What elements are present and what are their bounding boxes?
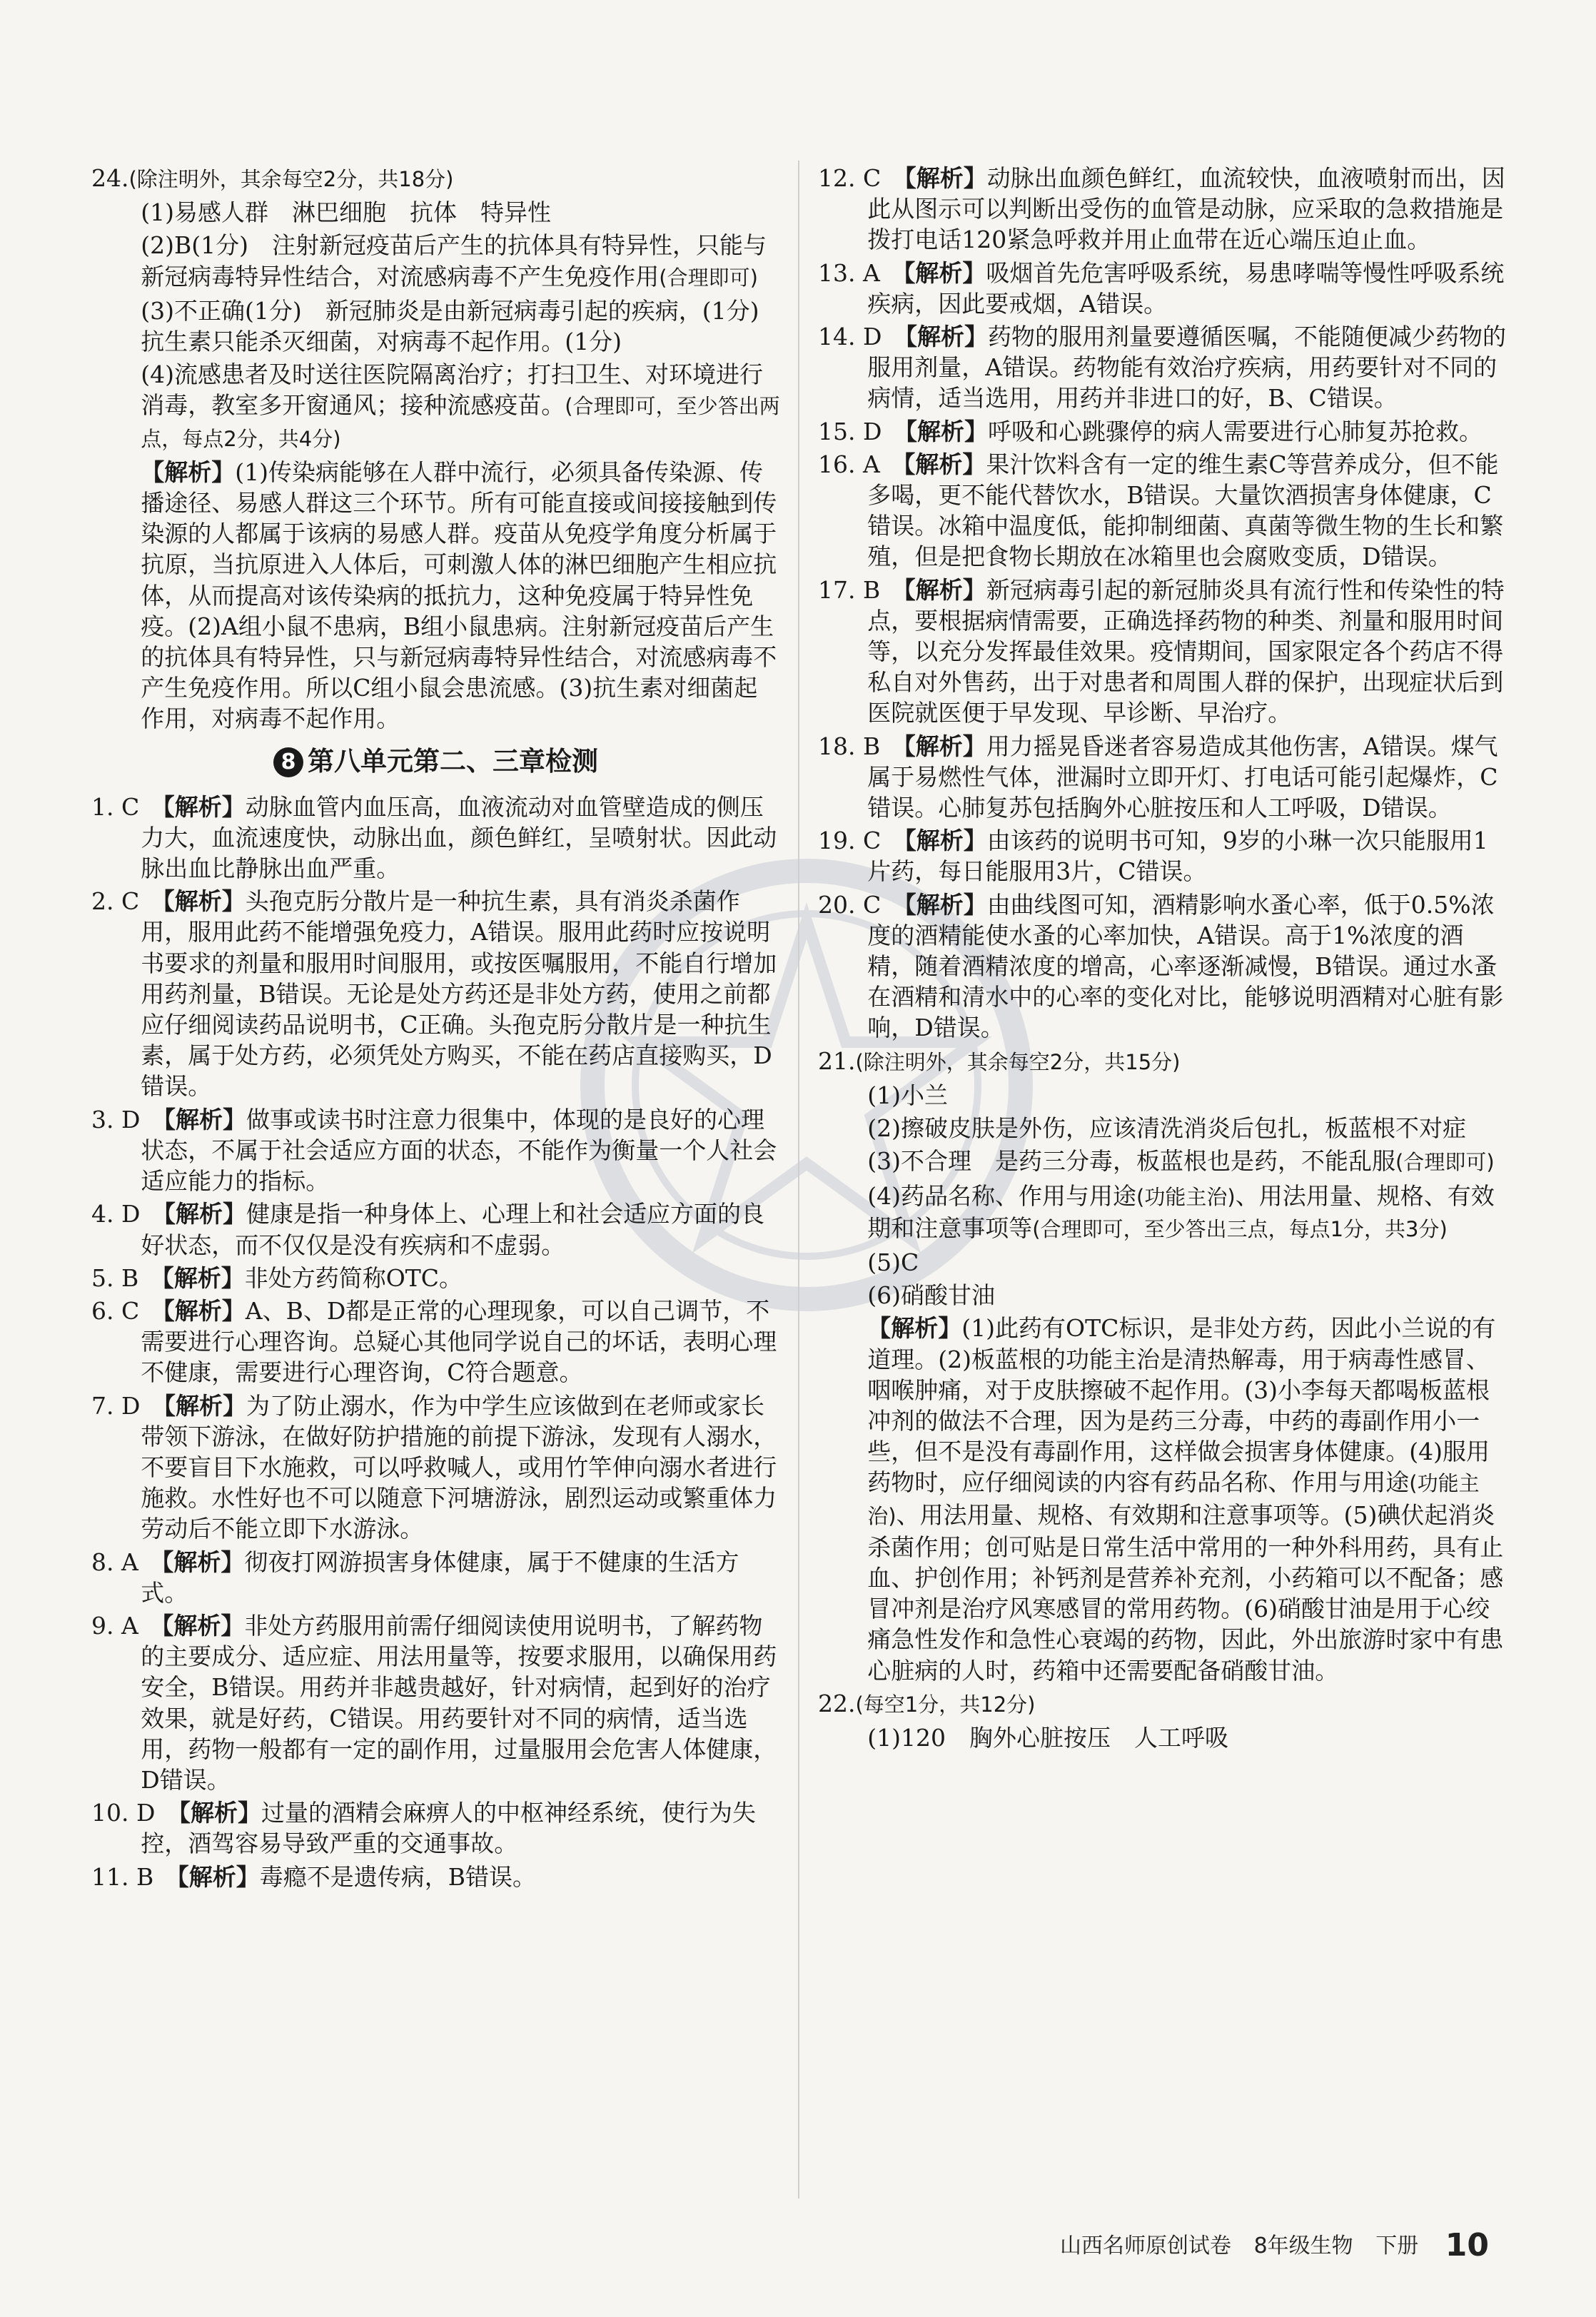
answer-text: 过量的酒精会麻痹人的中枢神经系统，使行为失控，酒驾容易导致严重的交通事故。 bbox=[141, 1799, 756, 1858]
answer-text: 1. C bbox=[91, 792, 163, 821]
answer-item bbox=[91, 1797, 780, 1859]
answer-text: 4. D bbox=[91, 1200, 164, 1228]
answer-item bbox=[818, 416, 1507, 447]
answer-text: 药物的服用剂量要遵循医嘱，不能随便减少药物的服用剂量，A错误。药物能有效治疗疾病，用药要针对不同的病情，适当选用，用药并非进口的好，B、C错误。 bbox=[867, 323, 1506, 413]
answer-text: 呼吸和心跳骤停的病人需要进行心肺复苏抢救。 bbox=[987, 417, 1483, 445]
answer-item bbox=[818, 1688, 1507, 1720]
answer-text: 19. C bbox=[818, 827, 905, 855]
answer-text: 由该药的说明书可知，9岁的小琳一次只能服用1片药，每日能服用3片，C错误。 bbox=[867, 827, 1488, 886]
answer-text: (2)B(1分) 注射新冠疫苗后产生的抗体具有特异性，只能与新冠病毒特异性结合，对流感病毒不产生免疫作用 bbox=[141, 231, 767, 291]
answer-text: (1)120 胸外心脏按压 人工呼吸 bbox=[867, 1723, 1229, 1752]
answer-subline bbox=[91, 296, 780, 357]
answer-item bbox=[91, 1104, 780, 1197]
analysis-tag: 【解析】 bbox=[163, 1296, 246, 1325]
analysis-tag: 【解析】 bbox=[867, 1314, 962, 1343]
answer-text: 8. A bbox=[91, 1548, 162, 1576]
scoring-note: (功能主治) bbox=[1136, 1184, 1236, 1209]
footer-volume: 下册 bbox=[1375, 2233, 1419, 2258]
scoring-note: (除注明外，其余每空2分，共15分) bbox=[855, 1049, 1181, 1074]
footer-grade: 8年级生物 bbox=[1253, 2233, 1353, 2258]
analysis-tag: 【解析】 bbox=[903, 258, 986, 287]
scoring-note: (合理即可) bbox=[1395, 1150, 1495, 1175]
answer-text: 16. A bbox=[818, 450, 904, 478]
left-column bbox=[91, 163, 780, 1894]
answer-text: 17. B bbox=[818, 575, 904, 604]
answer-text: 为了防止溺水，作为中学生应该做到在老师或家长带领下游泳，在做好防护措施的前提下游泳，发现有人溺水，不要盲目下水施救，可以呼救喊人，或用竹竿伸向溺水者进行施救。水性好也不可以随意下河塘游泳，剧烈运动或繁重体力劳动后不能立即下水游泳。 bbox=[141, 1391, 777, 1543]
answer-subline bbox=[818, 1313, 1507, 1685]
analysis-tag: 【解析】 bbox=[163, 1391, 246, 1420]
answer-item bbox=[91, 1547, 780, 1608]
analysis-tag: 【解析】 bbox=[904, 732, 986, 760]
footer-book-title: 山西名师原创试卷 bbox=[1060, 2233, 1232, 2258]
analysis-tag: 【解析】 bbox=[904, 575, 986, 604]
answer-text: 非处方药简称OTC。 bbox=[244, 1263, 463, 1292]
answer-text: (2)擦破皮肤是外伤，应该清洗消炎后包扎，板蓝根不对症 bbox=[867, 1114, 1467, 1143]
answer-text: 动脉出血颜色鲜红，血流较快，血液喷射而出，因此从图示可以判断出受伤的血管是动脉，应采取的急救措施是拨打电话120紧急呼救并用止血带在近心端压迫止血。 bbox=[867, 164, 1505, 254]
scoring-note: (每空1分，共12分) bbox=[855, 1692, 1036, 1717]
section-title-text: 第八单元第二、三章检测 bbox=[308, 745, 598, 777]
answer-item bbox=[818, 1046, 1507, 1078]
scoring-note: (合理即可，至少答出两点，每点2分，共4分) bbox=[141, 394, 780, 451]
answer-subline bbox=[818, 1247, 1507, 1278]
answer-text: 14. D bbox=[818, 323, 906, 351]
answer-text: 新冠病毒引起的新冠肺炎具有流行性和传染性的特点，要根据病情需要，正确选择药物的种类、剂量和服用时间等，以充分发挥最佳效果。疫情期间，国家限定各个药店不得私自对外售药，出于对患者和周围人群的保护，出现症状后到医院就医便于早发现、早诊断、早治疗。 bbox=[867, 575, 1505, 727]
answer-item bbox=[818, 575, 1507, 729]
column-divider bbox=[798, 161, 799, 2199]
answer-text: (3)不正确(1分) 新冠肺炎是由新冠病毒引起的疾病，(1分)抗生素只能杀灭细菌，对病毒不起作用。(1分) bbox=[141, 296, 759, 356]
answer-text: 2. C bbox=[91, 887, 163, 916]
answer-text: 3. D bbox=[91, 1105, 164, 1134]
answer-item bbox=[818, 321, 1507, 414]
analysis-tag: 【解析】 bbox=[162, 1263, 245, 1292]
answer-subline bbox=[818, 1181, 1507, 1245]
answer-item bbox=[91, 1862, 780, 1892]
answer-text: 健康是指一种身体上、心理上和社会适应方面的良好状态，而不仅仅是没有疾病和不虚弱。 bbox=[141, 1200, 764, 1259]
answer-text: 彻夜打网游损害身体健康，属于不健康的生活方式。 bbox=[141, 1548, 739, 1607]
answer-text: 22. bbox=[818, 1689, 856, 1717]
answer-text: 做事或读书时注意力很集中，体现的是良好的心理状态，不属于社会适应方面的状态，不能作为衡量一个人社会适应能力的指标。 bbox=[141, 1105, 777, 1196]
answer-text: 头孢克肟分散片是一种抗生素，具有消炎杀菌作用，服用此药不能增强免疫力，A错误。服用此药时应按说明书要求的剂量和服用时间服用，或按医嘱服用，不能自行增加用药剂量，B错误。无论是处方药还是非处方药，使用之前都应仔细阅读药品说明书，C正确。头孢克肟分散片是一种抗生素，属于处方药，必须凭处方购买，不能在药店直接购买，D错误。 bbox=[141, 887, 777, 1101]
answer-item bbox=[91, 1198, 780, 1260]
answer-text: 果汁饮料含有一定的维生素C等营养成分，但不能多喝，更不能代替饮水，B错误。大量饮酒损害身体健康，C错误。冰箱中温度低，能抑制细菌、真菌等微生物的生长和繁殖，但是把食物长期放在冰箱里也会腐败变质，D错误。 bbox=[867, 450, 1504, 571]
answer-text: 5. B bbox=[91, 1263, 163, 1292]
answer-text: (6)硝酸甘油 bbox=[867, 1281, 996, 1310]
answer-item bbox=[818, 258, 1507, 319]
answer-item bbox=[91, 792, 780, 884]
answer-text: (1)传染病能够在人群中流行，必须具备传染源、传播途径、易感人群这三个环节。所有可能直接或间接接触到传染源的人都属于该病的易感人群。疫苗从免疫学角度分析属于抗原，当抗原进入人体后，可刺激人体的淋巴细胞产生相应抗体，从而提高对该传染病的抵抗力，这种免疫属于特异性免疫。(2)A组小鼠不患病，B组小鼠患病。注射新冠疫苗后产生的抗体具有特异性，只与新冠病毒特异性结合，对流感病毒不产生免疫作用。所以C组小鼠会患流感。(3)抗生素对细菌起作用，对病毒不起作用。 bbox=[141, 458, 777, 733]
analysis-tag: 【解析】 bbox=[904, 890, 987, 919]
answer-text: 吸烟首先危害呼吸系统，易患哮喘等慢性呼吸系统疾病，因此要戒烟，A错误。 bbox=[867, 258, 1505, 318]
answer-item bbox=[818, 163, 1507, 256]
answer-text: 由曲线图可知，酒精影响水蚤心率，低于0.5%浓度的酒精能使水蚤的心率加快，A错误。高于1%浓度的酒精，随着酒精浓度的增高，心率逐渐减慢，B错误。通过水蚤在酒精和清水中的心率的变化对比，能够说明酒精对心脏有影响，D错误。 bbox=[867, 890, 1504, 1042]
answer-subline bbox=[818, 1280, 1507, 1311]
analysis-tag: 【解析】 bbox=[904, 164, 987, 192]
answer-text: 动脉血管内血压高，血液流动对血管壁造成的侧压力大，血流速度快，动脉出血，颜色鲜红，呈喷射状。因此动脉出血比静脉出血严重。 bbox=[141, 792, 777, 883]
answer-text: 、用法用量、规格、有效期和注意事项等。(5)碘伏起消炎杀菌作用；创可贴是日常生活中常用的一种外科用药，具有止血、护创作用；补钙剂是营养补充剂，小药箱可以不配备；感冒冲剂是治疗风寒感冒的常用药物。(6)硝酸甘油是用于心绞痛急性发作和急性心衰竭的药物，因此，外出旅游时家中有患心脏病的人时，药箱中还需要配备硝酸甘油。 bbox=[867, 1500, 1504, 1685]
analysis-tag: 【解析】 bbox=[163, 1105, 246, 1134]
answer-text: 21. bbox=[818, 1046, 856, 1075]
answer-text: (3)不合理 是药三分毒，板蓝根也是药，不能乱服 bbox=[867, 1147, 1396, 1176]
answer-item bbox=[818, 825, 1507, 887]
answer-subline bbox=[818, 1080, 1507, 1111]
analysis-tag: 【解析】 bbox=[177, 1862, 260, 1891]
answer-text: 用力摇晃昏迷者容易造成其他伤害，A错误。煤气属于易燃性气体，泄漏时立即开灯、打电话可能引起爆炸，C错误。心肺复苏包括胸外心脏按压和人工呼吸，D错误。 bbox=[867, 732, 1498, 822]
section-number-badge: 8 bbox=[273, 747, 303, 777]
analysis-tag: 【解析】 bbox=[904, 827, 987, 855]
answer-text: (4)流感患者及时送往医院隔离治疗；打扫卫生、对环境进行消毒，教室多开窗通风；接种流感疫苗。 bbox=[141, 360, 764, 420]
answer-item bbox=[818, 731, 1507, 824]
analysis-tag: 【解析】 bbox=[905, 323, 988, 351]
answer-text: (4)药品名称、作用与用途 bbox=[867, 1181, 1137, 1210]
answer-text: 、用法用量、规格、有效期和注意事项等 bbox=[867, 1181, 1495, 1242]
answer-text: 24. bbox=[91, 164, 129, 192]
answer-text: 毒瘾不是遗传病，B错误。 bbox=[259, 1862, 536, 1891]
analysis-tag: 【解析】 bbox=[903, 450, 986, 478]
answer-text: 9. A bbox=[91, 1611, 162, 1640]
answer-item bbox=[91, 1390, 780, 1545]
answer-subline bbox=[91, 197, 780, 228]
answer-text: 7. D bbox=[91, 1391, 164, 1420]
scoring-note: (合理即可，至少答出三点，每点1分，共3分) bbox=[1032, 1216, 1448, 1241]
answer-item bbox=[91, 1296, 780, 1388]
answer-subline bbox=[818, 1113, 1507, 1144]
answer-text: (5)C bbox=[867, 1248, 919, 1276]
page-number: 10 bbox=[1445, 2227, 1489, 2263]
answer-text: 11. B bbox=[91, 1862, 178, 1891]
answer-text: 13. A bbox=[818, 258, 904, 287]
answer-text: (1)此药有OTC标识，是非处方药，因此小兰说的有道理。(2)板蓝根的功能主治是清热解毒，用于病毒性感冒、咽喉肿痛，对于皮肤擦破不起作用。(3)小李每天都喝板蓝根冲剂的做法不合理，因为是药三分毒，中药的毒副作用小一些，但不是没有毒副作用，这样做会损害身体健康。(4)服用药物时，应仔细阅读的内容有药品名称、作用与用途 bbox=[867, 1314, 1496, 1497]
answer-text: 18. B bbox=[818, 732, 904, 760]
analysis-tag: 【解析】 bbox=[163, 792, 246, 821]
right-column bbox=[818, 163, 1507, 1755]
scoring-note: (除注明外，其余每空2分，共18分) bbox=[128, 167, 454, 191]
scoring-note: (合理即可) bbox=[659, 265, 758, 290]
answer-text: 12. C bbox=[818, 164, 905, 192]
page-footer bbox=[1044, 2227, 1489, 2263]
answer-subline bbox=[818, 1722, 1507, 1753]
analysis-tag: 【解析】 bbox=[163, 887, 246, 916]
analysis-tag: 【解析】 bbox=[163, 1200, 246, 1228]
answer-subline bbox=[91, 457, 780, 735]
analysis-tag: 【解析】 bbox=[161, 1611, 245, 1640]
answer-text: (1)小兰 bbox=[867, 1081, 949, 1109]
analysis-tag: 【解析】 bbox=[178, 1799, 261, 1827]
answer-item bbox=[91, 163, 780, 195]
answer-text: 15. D bbox=[818, 417, 906, 445]
answer-text: A、B、D都是正常的心理现象，可以自己调节，不需要进行心理咨询。总疑心其他同学说自己的坏话，表明心理不健康，需要进行心理咨询，C符合题意。 bbox=[141, 1296, 777, 1387]
answer-text: (1)易感人群 淋巴细胞 抗体 特异性 bbox=[141, 198, 552, 227]
answer-text: 6. C bbox=[91, 1296, 163, 1325]
answer-subline bbox=[91, 230, 780, 293]
answer-subline bbox=[91, 359, 780, 455]
analysis-tag: 【解析】 bbox=[161, 1548, 245, 1576]
answer-text: 20. C bbox=[818, 890, 905, 919]
answer-subline bbox=[818, 1146, 1507, 1178]
answer-item bbox=[91, 1263, 780, 1293]
section-title bbox=[91, 744, 780, 779]
analysis-tag: 【解析】 bbox=[905, 417, 988, 445]
answer-item bbox=[818, 449, 1507, 572]
answer-item bbox=[91, 886, 780, 1101]
scoring-note: (功能主治) bbox=[867, 1471, 1480, 1528]
analysis-tag: 【解析】 bbox=[141, 458, 236, 486]
answer-item bbox=[818, 889, 1507, 1044]
answer-item bbox=[91, 1610, 780, 1795]
answer-text: 非处方药服用前需仔细阅读使用说明书，了解药物的主要成分、适应症、用法用量等，按要求服用，以确保用药安全，B错误。用药并非越贵越好，针对病情，起到好的治疗效果，就是好药，C错误。用药要针对不同的病情，适当选用，药物一般都有一定的副作用，过量服用会危害人体健康，D错误。 bbox=[141, 1611, 777, 1794]
answer-text: 10. D bbox=[91, 1799, 179, 1827]
